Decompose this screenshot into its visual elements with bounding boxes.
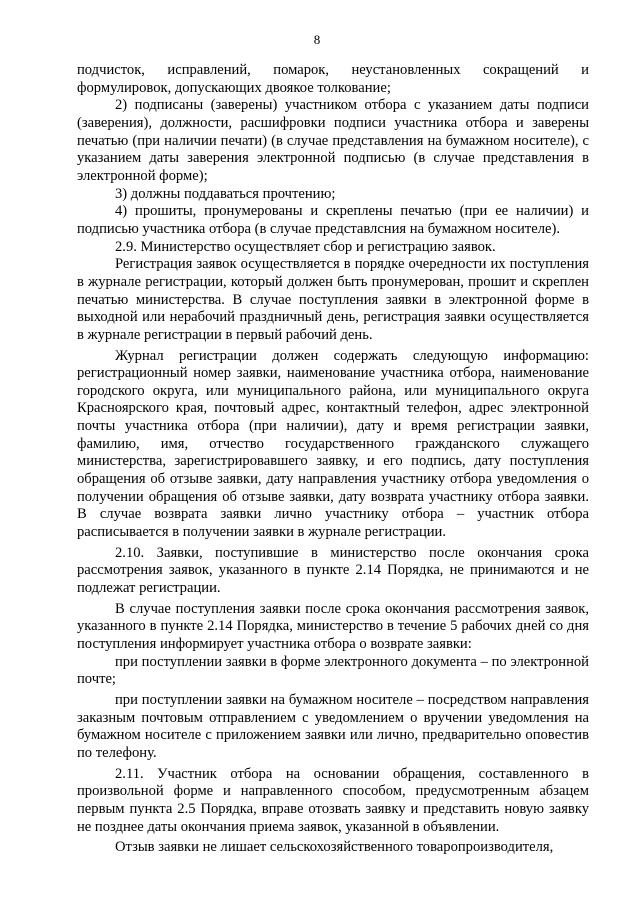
paragraph-2-10: 2.10. Заявки, поступившие в министерство после окончания срока рассмотрения заявок, указанного в пункте 2.14 Порядка, не принимаются и не подлежат регистрации.	[77, 544, 589, 597]
paragraph-withdrawal: Отзыв заявки не лишает сельскохозяйственного товаропроизводителя,	[115, 839, 554, 856]
paragraph-electronic-return: при поступлении заявки в форме электронного документа – по электронной почте;	[77, 653, 589, 688]
paragraph-2-9: 2.9. Министерство осуществляет сбор и регистрацию заявок.	[115, 238, 496, 255]
paragraph-item-4: 4) прошиты, пронумерованы и скреплены печатью (при ее наличии) и подписью участника отбора (в случае представлсния на бумажном носителе).	[77, 203, 589, 237]
paragraph-journal: Журнал регистрации должен содержать следующую информацию: регистрационный номер заявки, наименование участника отбора, наименование городского округа, или муниципального района, или муниципального округа Красноярского края, почтовый адрес, контактный телефон, адрес электронной почты участника отбора (при наличии), дату и время регистрации заявки, фамилию, имя, отчество государственного гражданского служащего министерства, зарегистрировавшего заявку, и его подпись, дату поступления обращения об отзыве заявки, дату направления участнику отбора уведомления о получении обращения об отзыве заявки, дату возврата участнику отбора заявки. В случае возврата заявки лично участнику отбора – участник отбора расписывается в получении заявки в журнале регистрации.	[77, 347, 589, 541]
paragraph-registration: Регистрация заявок осуществляется в порядке очередности их поступления в журнале регистрации, который должен быть пронумерован, прошит и скреплен печатью министерства. В случае поступления заявки в электронной форме в выходной или нерабочий праздничный день, регистрация заявки осуществляется в журнале регистрации в первый рабочий день.	[77, 256, 589, 343]
document-body	[77, 62, 589, 857]
paragraph-2-11: 2.11. Участник отбора на основании обращения, составленного в произвольной форме и направленного способом, предусмотренным абзацем первым пункта 2.5 Порядка, вправе отозвать заявку и представить новую заявку не позднее даты окончания приема заявок, указанной в объявлении.	[77, 765, 589, 835]
paragraph-continuation: подчисток, исправлений, помарок, неустановленных сокращений и формулировок, допускающих двоякое толкование;	[77, 62, 589, 96]
paragraph-paper-return: при поступлении заявки на бумажном носителе – посредством направления заказным почтовым отправлением с уведомлением о вручении уведомления на бумажном носителе с приложением заявки или лично, предварительно оповестив по телефону.	[77, 691, 589, 761]
page-number: 8	[313, 32, 321, 47]
paragraph-item-3: 3) должны поддаваться прочтению;	[115, 185, 336, 202]
paragraph-item-2: 2) подписаны (заверены) участником отбора с указанием даты подписи (заверения), должности, расшифровки подписи участника отбора и заверены печатью (при наличии печати) (в случае представления на бумажном носителе), с указанием даты заверения электронной подписью (в случае представления в электронной форме);	[77, 97, 589, 184]
paragraph-late-application: В случае поступления заявки после срока окончания рассмотрения заявок, указанного в пункте 2.14 Порядка, министерство в течение 5 рабочих дней со дня поступления информирует участника отбора о возврате заявки:	[77, 600, 589, 652]
